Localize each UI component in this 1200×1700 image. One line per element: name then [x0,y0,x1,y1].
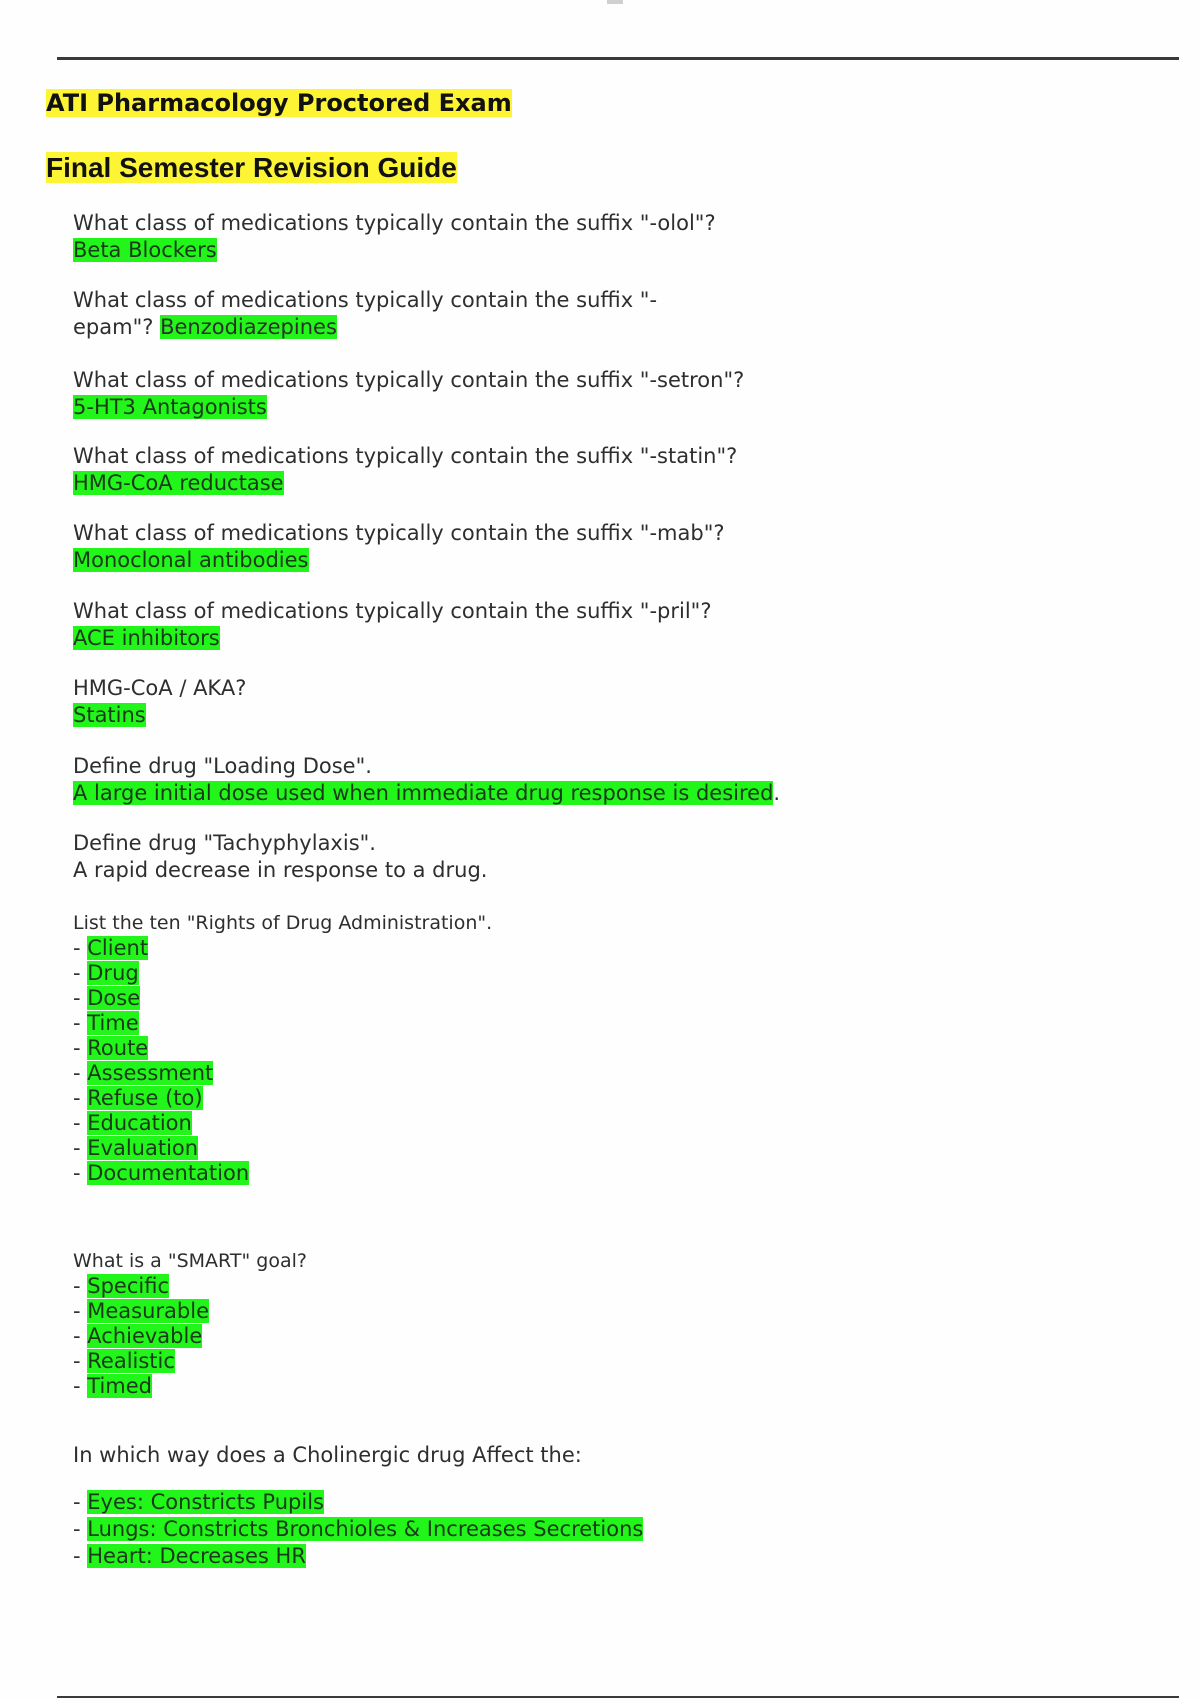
list-dash: - [73,1274,81,1298]
answer-highlight: Benzodiazepines [160,315,337,339]
answer-text: A rapid decrease in response to a drug. [73,858,488,882]
answer-highlight: Statins [73,703,146,727]
list-dash: - [73,1374,81,1398]
question-text: What is a "SMART" goal? [73,1250,307,1272]
qa-item-epam [73,287,657,341]
question-text: HMG-CoA / AKA? [73,676,247,700]
answer-highlight: HMG-CoA reductase [73,471,284,495]
list-item [73,936,492,961]
list-item [73,1489,643,1516]
list-dash: - [73,1349,81,1373]
list-item-answer: Evaluation [87,1136,199,1160]
document-subtitle [46,150,457,186]
list-dash: - [73,1161,81,1185]
list-dash: - [73,1136,81,1160]
qa-item-hmg-coa [73,675,246,729]
list-dash: - [73,1111,81,1135]
list-item [73,961,492,986]
list-dash: - [73,936,81,960]
list-item [73,1349,307,1374]
list-dash: - [73,1011,81,1035]
qa-item-smart [73,1248,307,1399]
answer-highlight: A large initial dose used when immediate drug response is desired [73,781,774,805]
qa-item-pril [73,598,711,652]
question-text: What class of medications typically contain the suffix "-pril"? [73,599,712,623]
question-text: Define drug "Tachyphylaxis". [73,831,376,855]
answer-highlight: ACE inhibitors [73,626,220,650]
qa-item-setron [73,367,744,421]
list-item [73,1374,307,1399]
list-item-answer: Refuse (to) [87,1086,203,1110]
list-dash: - [73,1544,81,1568]
list-dash: - [73,1517,81,1541]
list-item-answer: Lungs: Constricts Bronchioles & Increases Secretions [87,1517,644,1541]
question-text: What class of medications typically contain the suffix "-setron"? [73,368,745,392]
answer-trailing-period: . [773,781,781,805]
list-item-answer: Measurable [87,1299,210,1323]
question-text: What class of medications typically contain the suffix "-olol"? [73,211,716,235]
list-dash: - [73,1061,81,1085]
list-item-answer: Time [87,1011,139,1035]
question-text: What class of medications typically contain the suffix "-statin"? [73,444,738,468]
list-item [73,1161,492,1186]
list-item-answer: Heart: Decreases HR [87,1544,306,1568]
list-item [73,1086,492,1111]
list-item-answer: Achievable [87,1324,203,1348]
top-scroll-mark [607,0,623,4]
list-item-answer: Documentation [87,1161,250,1185]
answer-highlight: 5-HT3 Antagonists [73,395,267,419]
list-item-answer: Route [87,1036,149,1060]
list-item [73,1324,307,1349]
list-item [73,1111,492,1136]
list-item [73,1136,492,1161]
title-highlight: ATI Pharmacology Proctored Exam [46,89,512,117]
list-dash: - [73,1086,81,1110]
list-item [73,1011,492,1036]
rights-list [73,936,492,1186]
list-item-answer: Dose [87,986,141,1010]
list-item [73,1543,643,1570]
list-dash: - [73,986,81,1010]
qa-item-cholinergic [73,1442,643,1570]
list-item [73,1516,643,1543]
cholinergic-list [73,1489,643,1570]
qa-item-mab [73,520,725,574]
answer-highlight: Beta Blockers [73,238,217,262]
list-item [73,1274,307,1299]
list-item-answer: Education [87,1111,192,1135]
list-dash: - [73,1036,81,1060]
list-item [73,1061,492,1086]
smart-list [73,1274,307,1399]
document-title [46,86,512,120]
list-item-answer: Drug [87,961,139,985]
question-text: In which way does a Cholinergic drug Affect the: [73,1443,582,1467]
list-item-answer: Timed [87,1374,152,1398]
list-item [73,986,492,1011]
list-dash: - [73,1324,81,1348]
question-text: What class of medications typically contain the suffix "-mab"? [73,521,725,545]
qa-item-loading-dose [73,753,780,807]
list-item-answer: Assessment [87,1061,214,1085]
list-dash: - [73,961,81,985]
header-rule [57,57,1179,60]
question-text-line1: What class of medications typically contain the suffix "- [73,288,658,312]
question-text: List the ten "Rights of Drug Administration". [73,912,493,934]
list-item [73,1299,307,1324]
qa-item-rights [73,910,492,1186]
list-item-answer: Specific [87,1274,169,1298]
qa-item-tachyphylaxis [73,830,487,884]
qa-item-statin [73,443,737,497]
list-item-answer: Eyes: Constricts Pupils [87,1490,324,1514]
list-dash: - [73,1299,81,1323]
list-item-answer: Realistic [87,1349,175,1373]
question-text-line2: epam"? [73,315,154,339]
list-dash: - [73,1490,81,1514]
subtitle-highlight: Final Semester Revision Guide [46,152,457,183]
list-item [73,1036,492,1061]
answer-highlight: Monoclonal antibodies [73,548,309,572]
list-item-answer: Client [87,936,149,960]
qa-item-olol [73,210,716,264]
footer-rule [57,1696,1179,1698]
question-text: Define drug "Loading Dose". [73,754,372,778]
